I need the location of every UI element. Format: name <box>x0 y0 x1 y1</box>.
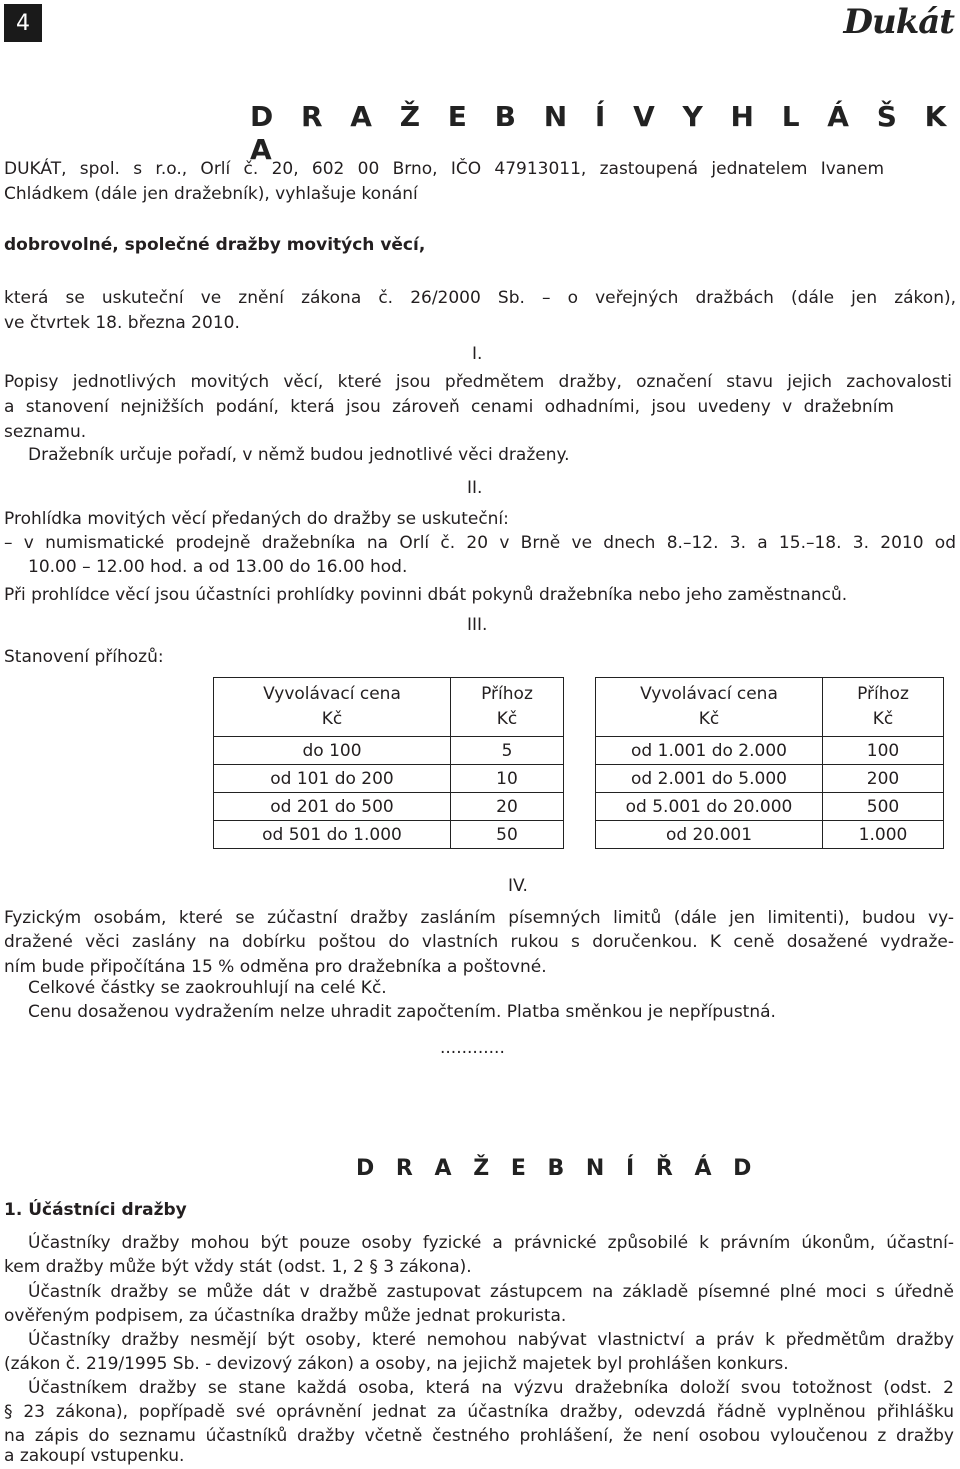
law-line-2: ve čtvrtek 18. března 2010. <box>4 313 240 333</box>
order-p3-line-2: (zákon č. 219/1995 Sb. - devizový zákon) a osoby, na jejichž majetek byl prohlášen konkurs. <box>4 1354 789 1374</box>
order-p3-line-1: Účastníky dražby nesmějí být osoby, které nemohou nabývat vlastnictví a práv k předmětům dražby <box>28 1330 954 1350</box>
section-4-line-3: ním bude připočítána 15 % odměna pro dražebníka a poštovné. <box>4 957 547 977</box>
column-header-bid-unit: Kč <box>496 709 518 729</box>
column-header-price-label: Vyvolávací cena <box>263 684 401 704</box>
table-row <box>214 737 564 765</box>
intro-line-2: Chládkem (dále jen dražebník), vyhlašuje konání <box>4 184 418 204</box>
section-1-line-2: a stanovení nejnižších podání, která jsou zároveň cenami odhadními, jsou uvedeny v dražebním <box>4 397 894 417</box>
section-1-line-3: seznamu. <box>4 422 87 442</box>
section-1-heading: I. <box>472 344 483 364</box>
law-line-1: která se uskuteční ve znění zákona č. 26/2000 Sb. – o veřejných dražbách (dále jen zákon), <box>4 288 956 308</box>
table-header-row <box>214 678 564 737</box>
bid-table-right <box>595 677 944 849</box>
table-cell: od 101 do 200 <box>214 765 451 793</box>
table-cell: od 501 do 1.000 <box>214 821 451 849</box>
section-4-heading: IV. <box>508 876 528 896</box>
page-number <box>4 4 42 42</box>
column-header-bid <box>823 678 944 737</box>
table-cell: 20 <box>451 793 564 821</box>
bid-table-left <box>213 677 564 849</box>
column-header-price <box>214 678 451 737</box>
table-header-row <box>596 678 944 737</box>
table-row <box>596 821 944 849</box>
table-cell: 1.000 <box>823 821 944 849</box>
section-4-line-5: Cenu dosaženou vydražením nelze uhradit započtením. Platba směnkou je nepřípustná. <box>28 1002 776 1022</box>
table-cell: 5 <box>451 737 564 765</box>
order-p2-line-2: ověřeným podpisem, za účastníka dražby může jednat prokurista. <box>4 1306 567 1326</box>
table-cell: do 100 <box>214 737 451 765</box>
section-1-line-4: Dražebník určuje pořadí, v němž budou jednotlivé věci draženy. <box>28 445 570 465</box>
table-cell: 500 <box>823 793 944 821</box>
table-cell: od 20.001 <box>596 821 823 849</box>
table-cell: 100 <box>823 737 944 765</box>
column-header-bid-label: Příhoz <box>857 684 909 704</box>
section-2-line-3: 10.00 – 12.00 hod. a od 13.00 do 16.00 hod. <box>28 557 408 577</box>
column-header-price-unit: Kč <box>698 709 720 729</box>
table-cell: 200 <box>823 765 944 793</box>
page-number-text: 4 <box>16 10 30 36</box>
intro-line-1: DUKÁT, spol. s r.o., Orlí č. 20, 602 00 Brno, IČO 47913011, zastoupená jednatelem Ivanem <box>4 159 884 179</box>
table-cell: 50 <box>451 821 564 849</box>
section-2-heading: II. <box>467 478 483 498</box>
table-cell: od 5.001 do 20.000 <box>596 793 823 821</box>
table-row <box>596 793 944 821</box>
order-p4-line-3: na zápis do seznamu účastníků dražby včetně čestného prohlášení, že není osobou vyloučenou z dražby <box>4 1426 954 1446</box>
section-1-line-1: Popisy jednotlivých movitých věcí, které jsou předmětem dražby, označení stavu jejich zachovalosti <box>4 372 952 392</box>
table-row <box>596 765 944 793</box>
table-row <box>214 821 564 849</box>
section-4-line-1: Fyzickým osobám, které se zúčastní dražby zasláním písemných limitů (dále jen limitenti), budou vy- <box>4 908 954 928</box>
dukat-logo: Dukát <box>843 2 954 42</box>
table-cell: 10 <box>451 765 564 793</box>
section-2-line-4: Při prohlídce věcí jsou účastníci prohlídky povinni dbát pokynů dražebníka nebo jeho zaměstnanců. <box>4 585 848 605</box>
bid-increment-label: Stanovení příhozů: <box>4 647 164 667</box>
table-cell: od 2.001 do 5.000 <box>596 765 823 793</box>
table-row <box>214 765 564 793</box>
order-p2-line-1: Účastník dražby se může dát v dražbě zastupovat zástupcem na základě písemné plné moci s úředně <box>28 1282 954 1302</box>
separator-dots: ............ <box>440 1038 505 1058</box>
column-header-price <box>596 678 823 737</box>
column-header-bid-unit: Kč <box>872 709 894 729</box>
order-p1-line-1: Účastníky dražby mohou být pouze osoby fyzické a právnické způsobilé k právním úkonům, účastní- <box>28 1233 954 1253</box>
auction-order-title: D R A Ž E B N Í Ř Á D <box>356 1156 759 1181</box>
order-p4-line-2: § 23 zákona), popřípadě své oprávnění jednat za účastníka dražby, odevzdá řádně vyplněnou přihlášku <box>4 1402 954 1422</box>
section-2-line-2: – v numismatické prodejně dražebníka na Orlí č. 20 v Brně ve dnech 8.–12. 3. a 15.–18. 3. 2010 od <box>4 533 956 553</box>
column-header-bid-label: Příhoz <box>481 684 533 704</box>
order-p4-line-1: Účastníkem dražby se stane každá osoba, která na výzvu dražebníka doloží svou totožnost (odst. 2 <box>28 1378 954 1398</box>
section-3-heading: III. <box>467 615 488 635</box>
table-row <box>596 737 944 765</box>
section-4-line-4: Celkové částky se zaokrouhlují na celé Kč. <box>28 978 387 998</box>
auction-type: dobrovolné, společné dražby movitých věcí, <box>4 235 426 255</box>
table-row <box>214 793 564 821</box>
order-section-1-heading: 1. Účástníci dražby <box>4 1200 187 1220</box>
column-header-bid <box>451 678 564 737</box>
order-p4-line-4: a zakoupí vstupenku. <box>4 1446 185 1466</box>
table-cell: od 1.001 do 2.000 <box>596 737 823 765</box>
column-header-price-label: Vyvolávací cena <box>640 684 778 704</box>
page-title: D R A Ž E B N Í V Y H L Á Š K A <box>250 100 956 166</box>
order-p1-line-2: kem dražby může být vždy stát (odst. 1, 2 § 3 zákona). <box>4 1257 472 1277</box>
column-header-price-unit: Kč <box>321 709 343 729</box>
section-2-line-1: Prohlídka movitých věcí předaných do dražby se uskuteční: <box>4 509 509 529</box>
section-4-line-2: dražené věci zaslány na dobírku poštou do vlastních rukou s doručenkou. K ceně dosažené vydraže- <box>4 932 954 952</box>
table-cell: od 201 do 500 <box>214 793 451 821</box>
